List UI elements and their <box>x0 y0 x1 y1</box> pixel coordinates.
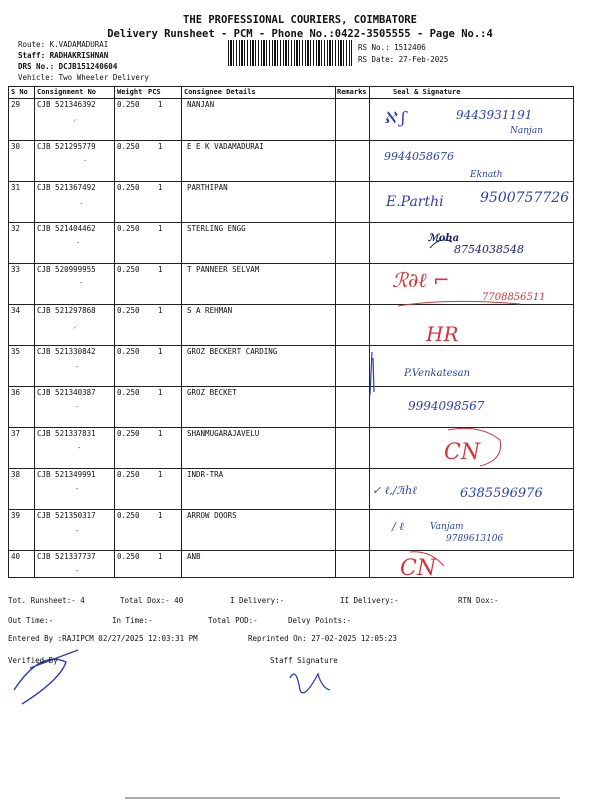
handwritten-name-39: Vanjam <box>430 522 464 532</box>
row-pcs: 1 <box>158 224 163 233</box>
row-consignment: CJB 521404462 <box>37 224 96 233</box>
handwritten-name-35: P.Venkatesan <box>404 368 471 379</box>
col-consignee: Consignee Details <box>184 88 256 96</box>
row-consignment: CJB 520999955 <box>37 265 96 274</box>
row-consignee: GROZ BECKET <box>187 388 237 397</box>
row-consignee: INDR-TRA <box>187 470 224 479</box>
row-weight: 0.250 <box>117 429 140 438</box>
drs-number: DRS No.: DCJB151240604 <box>18 62 118 71</box>
col-consignment: Consignment No <box>37 88 97 96</box>
row-pcs: 1 <box>158 552 163 561</box>
row-pcs: 1 <box>158 100 163 109</box>
row-weight: 0.250 <box>117 265 140 274</box>
row-consignment: CJB 521349991 <box>37 470 96 479</box>
row-consignment: CJB 521295779 <box>37 142 96 151</box>
row-pcs: 1 <box>158 470 163 479</box>
row-weight: 0.250 <box>117 224 140 233</box>
row-weight: 0.250 <box>117 306 140 315</box>
runsheet-table: S No Consignment No Weight PCS Consignee Details Remarks Seal & Signature 29 CJB 521346392 0.250 1 NANJAN 30 CJB 521295779 0.250 1 E E K VADAMADURAI 31 CJB 521367492 0.250 1 PARTHIPAN 32 CJB 521404462 0.250 1 STERLING ENGG 33 CJB 520999955 0.250 1 T PANNEER SELVAM 34 CJB 521297868 0.250 1 S A REHMAN 35 CJB 521330842 0.250 1 GROZ BECKERT CARDING 36 CJB 521340387 0.250 1 GROZ BECKET 37 CJB 521337831 0.250 1 SHANMUGARAJAVELU 38 CJB 521349991 0.250 1 INDR-TRA 39 CJB 521350317 0.250 1 ARROW DOORS 40 CJB 521337737 0.250 1 ANB ⸝ · · - - ⸝ - · - - - - <box>8 86 574 578</box>
handwritten-signature-38: ✓ ℓ,/ℐiℎℓ <box>372 484 417 497</box>
row-sno: 37 <box>11 429 21 438</box>
row-pcs: 1 <box>158 306 163 315</box>
row-weight: 0.250 <box>117 183 140 192</box>
row-sno: 33 <box>11 265 21 274</box>
row-pcs: 1 <box>158 511 163 520</box>
row-sno: 39 <box>11 511 21 520</box>
route: Route: K.VADAMADURAI <box>18 40 109 49</box>
col-pcs: PCS <box>148 88 161 96</box>
col-seal-signature: Seal & Signature <box>393 88 461 96</box>
total-pod: Total POD:- <box>208 616 258 625</box>
row-sno: 30 <box>11 142 21 151</box>
row-sno: 40 <box>11 552 21 561</box>
handwritten-phone-31: 9500757726 <box>480 190 570 206</box>
row-consignment: CJB 521337737 <box>37 552 96 561</box>
row-weight: 0.250 <box>117 470 140 479</box>
row-weight: 0.250 <box>117 552 140 561</box>
rtn-dox: RTN Dox:- <box>458 596 499 605</box>
handwritten-mark-34: HR <box>426 322 459 346</box>
rs-number: RS No.: 1512406 <box>358 43 426 52</box>
handwritten-phone-29: 9443931191 <box>456 108 533 122</box>
row-consignee: E E K VADAMADURAI <box>187 142 264 151</box>
col-weight: Weight <box>117 88 143 96</box>
verified-by: Verified By <box>8 656 58 665</box>
row-sno: 35 <box>11 347 21 356</box>
col-sno: S No <box>11 88 28 96</box>
total-dox: Total Dox:- 40 <box>120 596 184 605</box>
row-sno: 34 <box>11 306 21 315</box>
row-consignment: CJB 521337831 <box>37 429 96 438</box>
row-pcs: 1 <box>158 388 163 397</box>
row-consignee: NANJAN <box>187 100 215 109</box>
col-remarks: Remarks <box>337 88 367 96</box>
row-weight: 0.250 <box>117 511 140 520</box>
row-consignment: CJB 521350317 <box>37 511 96 520</box>
tot-runsheet: Tot. Runsheet:- 4 <box>8 596 85 605</box>
i-delivery: I Delivery:- <box>230 596 285 605</box>
reprinted-on: Reprinted On: 27-02-2025 12:05:23 <box>248 634 398 643</box>
row-pcs: 1 <box>158 347 163 356</box>
handwritten-name-30: Eknath <box>470 170 503 180</box>
handwritten-phone-32: 8754038548 <box>454 243 524 256</box>
handwritten-signature-33: ℛ∂ℓ ⌐ <box>392 268 450 292</box>
row-pcs: 1 <box>158 183 163 192</box>
row-sno: 29 <box>11 100 21 109</box>
rs-date: RS Date: 27-Feb-2025 <box>358 55 449 64</box>
row-sno: 38 <box>11 470 21 479</box>
staff-signature: Staff Signature <box>270 656 338 665</box>
handwritten-signature-29: ℵ ʃ <box>384 108 406 127</box>
row-pcs: 1 <box>158 429 163 438</box>
row-consignee: PARTHIPAN <box>187 183 228 192</box>
row-weight: 0.250 <box>117 100 140 109</box>
row-sno: 32 <box>11 224 21 233</box>
row-consignment: CJB 521340387 <box>37 388 96 397</box>
entered-by: Entered By :RAJIPCM 02/27/2025 12:03:31 PM <box>8 634 198 643</box>
row-weight: 0.250 <box>117 142 140 151</box>
row-consignment: CJB 521346392 <box>37 100 96 109</box>
row-consignee: ANB <box>187 552 201 561</box>
handwritten-mark-40: CN <box>400 556 437 581</box>
row-consignee: ARROW DOORS <box>187 511 237 520</box>
row-consignee: GROZ BECKERT CARDING <box>187 347 278 356</box>
row-consignee: T PANNEER SELVAM <box>187 265 260 274</box>
handwritten-phone-39: 9789613106 <box>446 534 504 544</box>
row-consignee: S A REHMAN <box>187 306 233 315</box>
row-sno: 31 <box>11 183 21 192</box>
handwritten-name-31: E.Parthi <box>386 194 444 210</box>
handwritten-signature-39: / ℓ <box>392 520 404 533</box>
row-pcs: 1 <box>158 142 163 151</box>
company-name: THE PROFESSIONAL COURIERS, COIMBATORE <box>183 14 417 26</box>
ii-delivery: II Delivery:- <box>340 596 399 605</box>
row-weight: 0.250 <box>117 347 140 356</box>
handwritten-mark-37: CN <box>444 440 481 465</box>
row-consignment: CJB 521367492 <box>37 183 96 192</box>
runsheet-title: Delivery Runsheet - PCM - Phone No.:0422-3505555 - Page No.:4 <box>107 28 493 40</box>
handwritten-phone-36: 9994098567 <box>408 399 485 413</box>
vehicle: Vehicle: Two Wheeler Delivery <box>18 73 149 82</box>
row-consignee: STERLING ENGG <box>187 224 246 233</box>
handwritten-signature-32: ℳoha <box>428 233 460 244</box>
handwritten-phone-30: 9944058676 <box>384 150 454 163</box>
row-pcs: 1 <box>158 265 163 274</box>
staff: Staff: RADHAKRISHNAN <box>18 51 109 60</box>
handwritten-phone-38: 6385596976 <box>460 486 543 501</box>
row-sno: 36 <box>11 388 21 397</box>
delvy-points: Delvy Points:- <box>288 616 352 625</box>
handwritten-name-29: Nanjan <box>510 126 543 136</box>
handwritten-phone-33: 7708856511 <box>482 292 546 303</box>
row-weight: 0.250 <box>117 388 140 397</box>
row-consignee: SHANMUGARAJAVELU <box>187 429 260 438</box>
row-consignment: CJB 521297868 <box>37 306 96 315</box>
in-time: In Time:- <box>112 616 153 625</box>
row-consignment: CJB 521330842 <box>37 347 96 356</box>
out-time: Out Time:- <box>8 616 54 625</box>
